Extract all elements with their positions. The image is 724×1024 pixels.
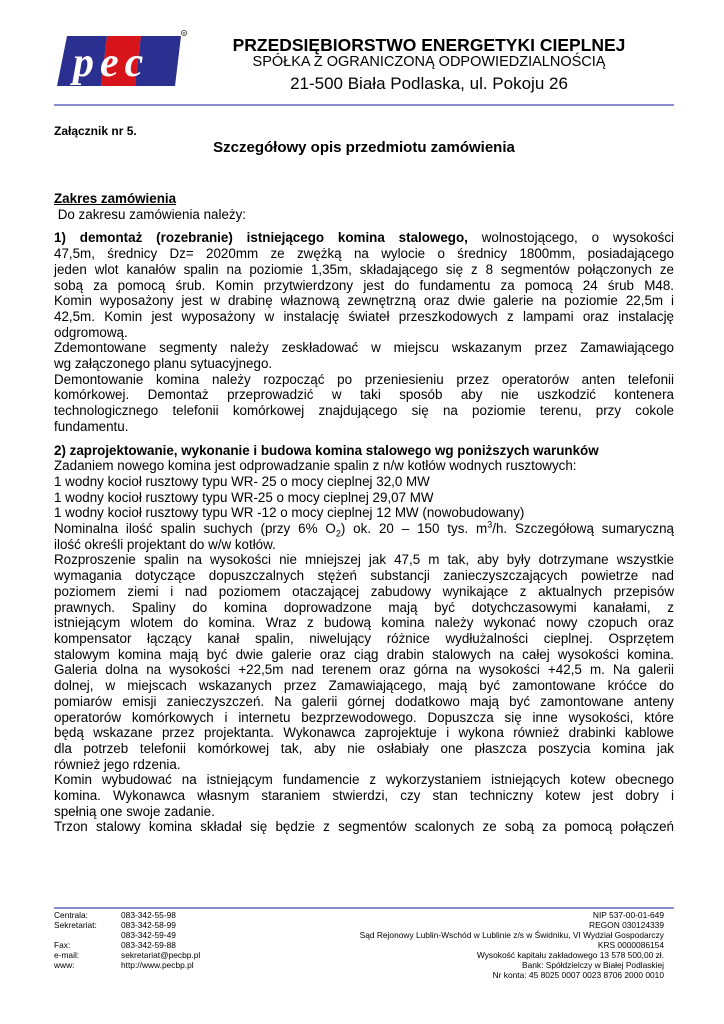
section1-line: technologicznego telefonii komórkowej znajdującego się na poziomie terenu, przy cokole [54,403,674,419]
footer-label: www: [54,960,75,970]
footer-krs: KRS 0000086154 [597,940,664,950]
footer-account: Nr konta: 45 8025 0007 0023 8706 2000 0010 [492,970,664,980]
footer-phone: 083-342-55-98 [121,910,176,920]
footer-court: Sąd Rejonowy Lublin-Wschód w Lublinie z/s w Świdniku, VI Wydział Gospodarczy [359,930,664,940]
footer-label [54,930,120,940]
section2-line: będą wskazane przez projektanta. Wykonawca zaprojektuje i wykona również drabinki kablowe [54,725,674,741]
section1-line: 1) demontaż (rozebranie) istniejącego komina stalowego, wolnostojącego, o wysokości [54,230,674,246]
footer-bank: Bank: Spółdzielczy w Białej Podlaskiej [522,960,664,970]
footer-phone: 083-342-58-99 [121,920,176,930]
footer-label: Centrala: [54,910,88,920]
section2-line: operatorów komórkowych i internetu bezprzewodowego. Dopuszcza się inne wysokości, które [54,709,674,725]
section2-line: spełnią one swoje zadanie. [54,803,215,819]
footer-phone: 083-342-59-49 [121,930,176,940]
section2-line: Trzon stalowy komina składał się będzie z segmentów scalonych ze sobą za pomocą połączeń [54,819,674,835]
section1-line: wg załączonego planu sytuacyjnego. [54,356,273,372]
footer-labels [54,910,120,970]
section2-line: ilość określi projektant do w/w kotłów. [54,536,276,552]
section2-line: kompensator łączący kanał spalin, niwelujący różnice wydłużalności cieplnej. Osprzętem [54,630,674,646]
section2-line: Komin wybudować na istniejącym fundamencie z wykorzystaniem istniejących kotew obecnego [54,772,674,788]
section1-line: fundamentu. [54,418,129,434]
scope-heading: Zakres zamówienia [54,191,177,206]
footer-email: sekretariat@pecbp.pl [121,950,201,960]
section1-line: jeden wlot kanałów spalin na poziomie 1,35m, składającego się z 8 segmentów połączonych ze [54,261,674,277]
section1-line: Demontowanie komina należy rozpocząć po przeniesieniu przez operatorów anten telefonii [54,371,674,387]
document-body [54,191,674,835]
section2-line: Rozproszenie spalin na wysokości nie mniejszej jak 47,5 m tak, aby były dotrzymane wszystkie [54,552,674,568]
company-name: PRZEDSIĘBIORSTWO ENERGETYKI CIEPLNEJ [232,35,626,55]
svg-text:R: R [182,30,186,36]
section2-line: Zadaniem nowego komina jest odprowadzanie spalin z n/w kotłów wodnych rusztowych: [54,458,577,474]
footer-legal [300,910,664,980]
footer-website: http://www.pecbp.pl [121,960,194,970]
footer-values [121,910,281,970]
footer-divider [54,907,674,909]
footer-label: Sekretariat: [54,920,97,930]
section2-line: wymagania dotyczące dopuszczalnych stężeń substancji zanieczyszczających powietrze nad [54,568,674,584]
section2-line: prawnych. Spaliny do komina doprowadzone mają być dotychczasowymi kanałami, z [54,599,674,615]
section2-line: stalowym komina mają być dwie galerie oraz ciąg drabin stalowych na całej wysokości komina. [54,646,674,662]
pec-logo [55,28,187,88]
section2-line: istniejącym wlotem do komina. Wraz z budową komina należy wykonać nowy czopuch oraz [54,615,674,631]
section1-line: Komin wyposażony jest w drabinę właznową zewnętrzną oraz dwie galerie na poziomie 22,5m i [54,293,674,309]
section1-line: 42,5m. Komin jest wyposażony w instalację świateł przeszkodowych z lampami oraz instalację [54,308,674,324]
section1-line: 47,5m, średnicy Dz= 2020mm ze zwężką na wylocie o średnicy 1800mm, posiadającego [54,246,674,262]
section1-line: Zdemontowane segmenty należy zeskładować w miejscu wskazanym przez Zamawiającego [54,340,674,356]
section1-line: odgromową. [54,324,128,340]
company-address: 21-500 Biała Podlaska, ul. Pokoju 26 [290,74,568,93]
section1-line: sobą za pomocą śrub. Komin przytwierdzony jest do fundamentu za pomocą 24 śrub M48. [54,277,674,293]
section2-line: dolnej, w miejscach wskazanych przez Zamawiającego, mają być zamontowane króćce do [54,678,674,694]
section2-line: Galeria dolna na wysokości +22,5m nad terenem oraz górna na wysokości +42,5 m. Na galerii [54,662,674,678]
section2-line: 1 wodny kocioł rusztowy typu WR-25 o mocy cieplnej 29,07 MW [54,489,434,505]
footer-regon: REGON 030124339 [589,920,664,930]
footer-capital: Wysokość kapitału zakładowego 13 578 500,00 zł. [476,950,664,960]
header-divider [54,104,674,106]
footer-label: e-mail: [54,950,80,960]
section2-line: 1 wodny kocioł rusztowy typu WR- 25 o mocy cieplnej 32,0 MW [54,473,430,489]
logo-text: pec [73,40,150,86]
section1-heading: 1) demontaż (rozebranie) istniejącego komina stalowego, [54,230,468,246]
section2-line: również jego rdzenia. [54,756,181,772]
section1-line: komórkowej. Demontaż przeprowadzić w taki sposób aby nie uszkodzić kontenera [54,387,674,403]
section2-line: dla potrzeb telefonii komórkowej tak, aby nie osłabiały one płaszcza poszycia komina jak [54,740,674,756]
section2-heading: 2) zaprojektowanie, wykonanie i budowa komina stalowego wg poniższych warunków [54,442,599,458]
section2-line: komina. Wykonawca własnym staraniem stwierdzi, czy stan techniczny kotew jest dobry i [54,788,674,804]
scope-intro: Do zakresu zamówienia należy: [54,206,247,222]
section2-line: poziomem ziemi i nad poziomem otaczającej zabudowy wynikające z aktualnych przepisów [54,583,674,599]
section2-line: 1 wodny kocioł rusztowy typu WR -12 o mocy cieplnej 12 MW (nowobudowany) [54,505,525,521]
document-title: Szczegółowy opis przedmiotu zamówienia [213,139,515,156]
section2-line: pomiarów emisji zanieczyszczeń. Na galerii górnej dodatkowo mają być zamontowane anteny [54,693,674,709]
attachment-label: Załącznik nr 5. [54,124,137,138]
footer-nip: NIP 537-00-01-649 [592,910,664,920]
footer-label: Fax: [54,940,71,950]
section2-line: Nominalna ilość spalin suchych (przy 6% $O_2$) ok. 20 – 150 tys. $m^3/h$. Szczegółową sumaryczną [54,519,674,539]
footer-fax: 083-342-59-88 [121,940,176,950]
company-form: SPÓŁKA Z OGRANICZONĄ ODPOWIEDZIALNOŚCIĄ [252,54,606,70]
